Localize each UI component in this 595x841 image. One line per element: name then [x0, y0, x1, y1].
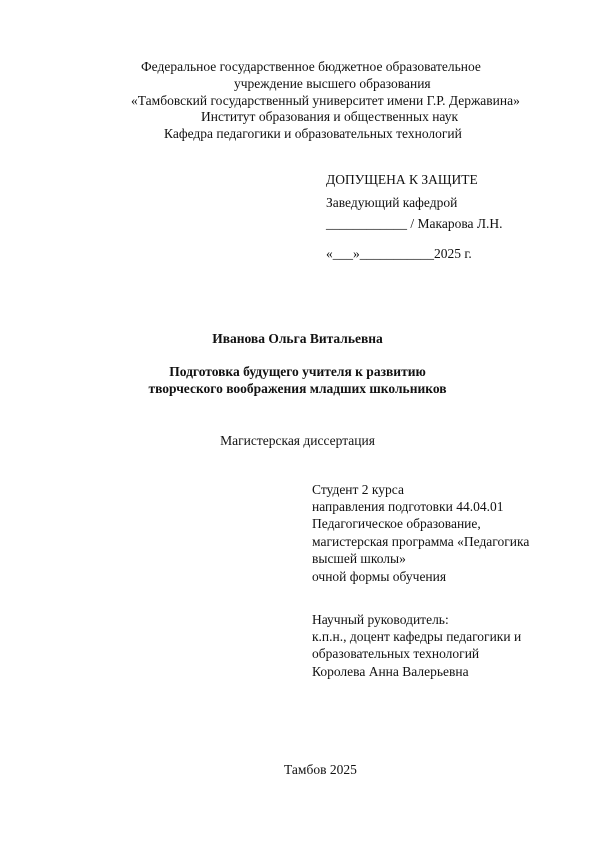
org-line: Федеральное государственное бюджетное образовательное: [141, 59, 481, 74]
student-line: Педагогическое образование,: [312, 516, 481, 531]
supervisor-line: к.п.н., доцент кафедры педагогики и: [312, 629, 522, 644]
org-line: учреждение высшего образования: [234, 76, 431, 91]
approval-position: Заведующий кафедрой: [326, 195, 458, 210]
supervisor-line: Королева Анна Валерьевна: [312, 664, 469, 679]
work-type: Магистерская диссертация: [220, 433, 375, 448]
approval-title: ДОПУЩЕНА К ЗАЩИТЕ: [326, 172, 478, 187]
institute-line: Институт образования и общественных наук: [201, 109, 459, 124]
city-year: Тамбов 2025: [284, 762, 357, 777]
approval-signature: ____________ / Макарова Л.Н.: [326, 216, 503, 231]
student-line: направления подготовки 44.04.01: [312, 499, 504, 514]
thesis-title-line: Подготовка будущего учителя к развитию: [169, 364, 426, 379]
student-line: высшей школы»: [312, 551, 406, 566]
approval-date: «___»___________2025 г.: [326, 246, 472, 261]
university-line: «Тамбовский государственный университет имени Г.Р. Державина»: [131, 93, 520, 108]
author-name: Иванова Ольга Витальевна: [212, 331, 383, 346]
supervisor-line: образовательных технологий: [312, 646, 480, 661]
student-line: магистерская программа «Педагогика: [312, 534, 530, 549]
student-line: очной формы обучения: [312, 569, 447, 584]
supervisor-line: Научный руководитель:: [312, 612, 449, 627]
student-line: Студент 2 курса: [312, 482, 404, 497]
department-line: Кафедра педагогики и образовательных технологий: [164, 126, 462, 141]
thesis-title-line: творческого воображения младших школьников: [148, 381, 447, 396]
